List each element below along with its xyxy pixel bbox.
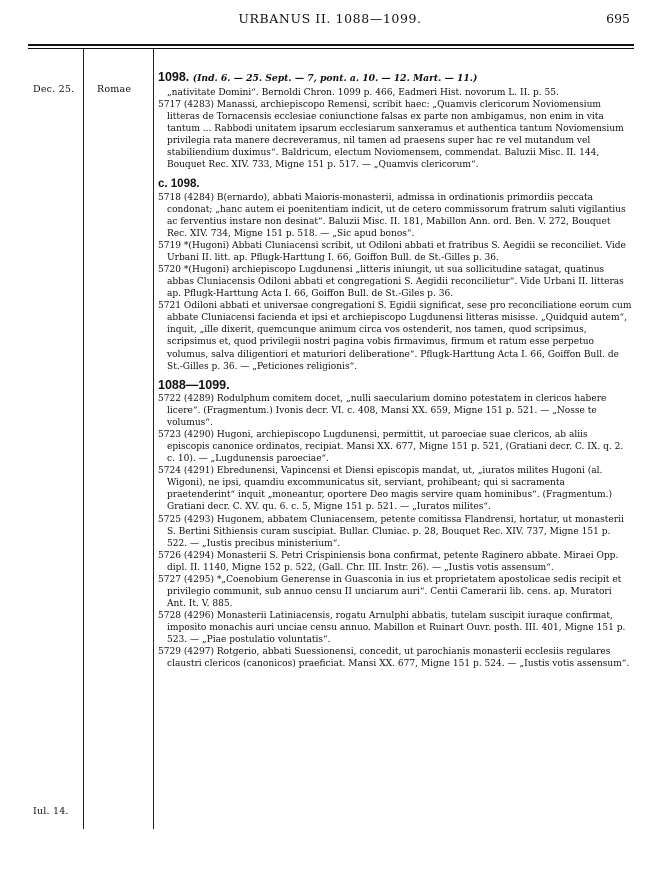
running-title: URBANUS II. 1088—1099. — [238, 11, 422, 26]
regest-entry: 5727 (4295) *„Coenobium Generense in Guasconia in ius et proprietatem apostolicae sedis recipit et privilegio communit, sub annuo censu II unciarum auri“. Centii Camerarii lib. cens. ap. Muratori Ant. It. V. 885. — [158, 574, 622, 610]
section-heading: 1098. (Ind. 6. — 25. Sept. — 7, pont. a. 10. — 12. Mart. — 11.) — [158, 70, 478, 84]
regest-entry: 5722 (4289) Rodulphum comitem docet, „nulli saecularium domino potestatem in clericos habere licere“. (Fragmentum.) Ivonis decr. VI. c. 408, Mansi XX. 659, Migne 151 p. 521. — „Nosse te volumus“. — [158, 393, 607, 428]
regest-entry: 5724 (4291) Ebredunensi, Vapincensi et Diensi episcopis mandat, ut, „iuratos milites Hugoni (al. Wigoni), ne ipsi, quamdiu excommunicatus sit, serviant, prohibeant; qui si sacramenta praetenderint“ inquit „moneantur, oportere Deo magis servire quam hominibus“. (Fragmentum.) Gratiani decr. C. XV. qu. 6. c. 5, Migne 151 p. 521. — „Iuratos milites“. — [158, 466, 613, 513]
section-heading: 1088—1099. — [158, 377, 230, 392]
margin-date: Dec. 25. — [33, 84, 75, 95]
header-rule-thin — [28, 48, 634, 49]
regest-entry: 5729 (4297) Rotgerio, abbati Suessionensi, concedit, ut parochianis monasterii ecclesiis regulares claustri clericos (canonicos) praeficiat. Mansi XX. 677, Migne 151 p. 524. — „Iustis votis assensum“. — [158, 647, 630, 670]
regest-entry: 5725 (4293) Hugonem, abbatem Cluniacensem, petente comitissa Flandrensi, hortatur, ut monasterii S. Bertini Sithiensis curam suscipiat. Bullar. Cluniac. p. 28, Bouquet Rec. XIV. 737, Migne 151 p. 522. — „Iustis precibus ministerium“. — [158, 514, 624, 549]
regest-entry: 5726 (4294) Monasterii S. Petri Crispiniensis bona confirmat, petente Raginero abbate. Miraei Opp. dipl. II. 1140, Migne 152 p. 522, (Gall. Chr. III. Instr. 26). — „Iustis votis assensum“. — [158, 550, 619, 573]
place-column-divider — [153, 49, 154, 829]
regest-entry: 5723 (4290) Hugoni, archiepiscopo Lugdunensi, permittit, ut paroeciae suae clericos, ab aliis episcopis canonice ordinatos, recipiat. Mansi XX. 677, Migne 151 p. 521, (Gratiani decr. C. IX. q. 2. c. 10). — „Lugdunensis paroeciae“. — [158, 429, 624, 465]
section-heading-dates: (Ind. 6. — 25. Sept. — 7, pont. a. 10. — 12. Mart. — 11.) — [192, 73, 478, 84]
regest-entry: 5728 (4296) Monasterii Latiniacensis, rogatu Arnulphi abbatis, tutelam suscipit iuraque confirmat, imposito monachis auri unciae censu annuo. Mabillon et Ruinart Ouvr. posth. III. 401, Migne 151 p. 523. — „Piae postulatio voluntatis“. — [158, 611, 626, 646]
continuation-line: „nativitate Domini“. Bernoldi Chron. 1099 p. 466, Eadmeri Hist. novorum L. II. p. 55. — [167, 88, 559, 98]
regest-entry: 5719 *(Hugoni) Abbati Cluniacensi scribit, ut Odiloni abbati et fratribus S. Aegidii se reconciliet. Vide Urbani II. litt. ap. Pflugk-Harttung I. 66, Goiffon Bull. de St.-Gilles p. 36. — [158, 240, 626, 263]
margin-date: Iul. 14. — [33, 806, 69, 817]
regest-entry: 5721 Odiloni abbati et universae congregationi S. Egidii significat, sese pro reconciliatione eorum cum abbate Cluniacensi facienda et ipsi et archiepiscopo Lugdunensi litteras misisse. „Quidquid autem“, inquit, „ille dixerit, quemcunque animum circa vos ostenderit, nos tamen, quod scripsimus, scripsimus et, quod privilegii nostri pagina vobis firmavimus, firmum et ratum esse perpetuo volumus, salva diligentiori et maturiori deliberatione“. Pflugk-Harttung Acta I. 66, Goiffon Bull. de St.-Gilles p. 36. — „Peticiones religionis“. — [158, 301, 632, 372]
regest-entry: 5718 (4284) B(ernardo), abbati Maioris-monasterii, admissa in ordinationis primordiis peccata condonat; „hanc autem ei poenitentiam indicit, ut de cetero commissorum fratrum saluti vigilantius ac ferventius instare non desinat“. Baluzii Misc. II. 181, Mabillon Ann. ord. Ben. V. 272, Bouquet Rec. XIV. 734, Migne 151 p. 518. — „Sic apud bonos“. — [158, 192, 626, 239]
regest-entry: 5717 (4283) Manassi, archiepiscopo Remensi, scribit haec: „Quamvis clericorum Noviomensium litteras de Tornacensis ecclesiae coniunctione falsas ex parte non ambigamus, non enim in vita tantum ... Rabbodi unitatem ipsarum ecclesiarum sanxeramus et authentica tantum Noviomensium privilegia rata manere decreveramus, nil tamen ad praesens super hac re vel mutandum vel stabiliendium duximus“. Baldricum, electum Noviomensem, commendat. Baluzii Misc. II. 144, Bouquet Rec. XIV. 733, Migne 151 p. 517. — „Quamvis clericorum“. — [158, 100, 624, 171]
margin-place: Romae — [97, 84, 132, 95]
running-header — [0, 8, 650, 30]
header-rule-thick — [28, 44, 634, 46]
main-text — [158, 66, 632, 671]
page-number: 695 — [606, 11, 630, 26]
margin-column-divider — [83, 49, 84, 829]
regest-entry: 5720 *(Hugoni) archiepiscopo Lugdunensi „litteris iniungit, ut sua sollicitudine satagat, quatinus abbas Cluniacensis Odiloni abbati et congregationi S. Aegidii reconcilietur“. Vide Urbani II. litteras ap. Pflugk-Harttung Acta I. 66, Goiffon Bull. de St.-Giles p. 36. — [158, 265, 624, 300]
section-heading: c. 1098. — [158, 177, 200, 190]
